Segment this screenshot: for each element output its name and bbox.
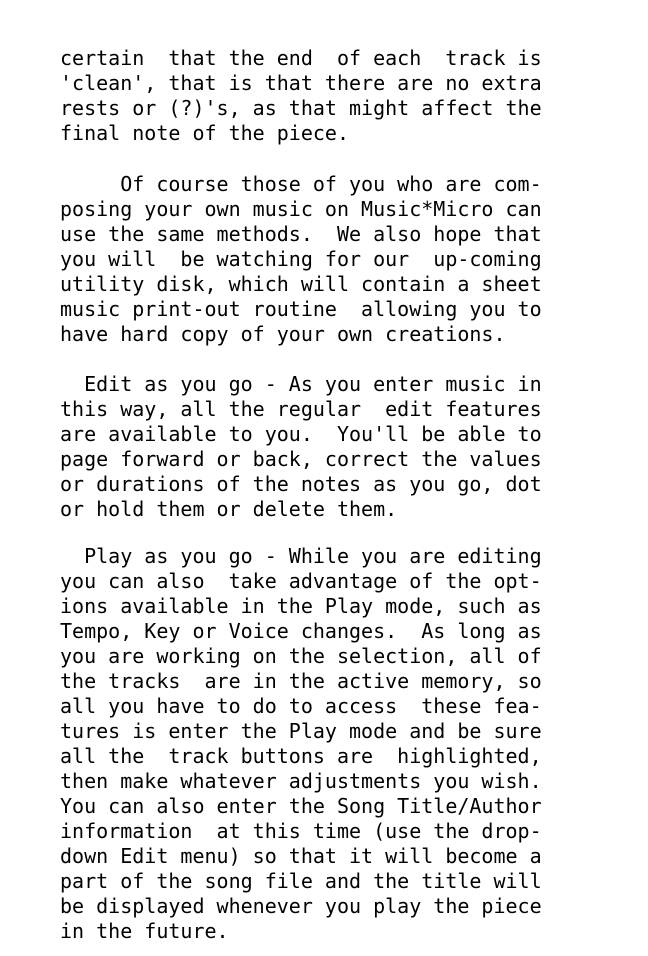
text-line: utility disk, which will contain a sheet	[60, 272, 542, 296]
text-line: in the future.	[60, 919, 229, 943]
text-line: all the track buttons are highlighted,	[60, 744, 542, 768]
text-line: Of course those of you who are com-	[60, 172, 542, 196]
text-line: this way, all the regular edit features	[60, 397, 542, 421]
text-line: use the same methods. We also hope that	[60, 222, 542, 246]
text-line: Play as you go - While you are editing	[60, 544, 542, 568]
text-line: you can also take advantage of the opt-	[60, 569, 542, 593]
text-line: part of the song file and the title will	[60, 869, 542, 893]
text-line: ions available in the Play mode, such as	[60, 594, 542, 618]
text-line: or durations of the notes as you go, dot	[60, 472, 542, 496]
text-line: have hard copy of your own creations.	[60, 322, 506, 346]
text-line: be displayed whenever you play the piece	[60, 894, 542, 918]
text-line: you are working on the selection, all of	[60, 644, 542, 668]
text-line: Tempo, Key or Voice changes. As long as	[60, 619, 542, 643]
text-line: down Edit menu) so that it will become a	[60, 844, 542, 868]
text-line: rests or (?)'s, as that might affect the	[60, 96, 542, 120]
text-line: posing your own music on Music*Micro can	[60, 197, 542, 221]
text-line: music print-out routine allowing you to	[60, 297, 542, 321]
text-line: page forward or back, correct the values	[60, 447, 542, 471]
text-line: information at this time (use the drop-	[60, 819, 542, 843]
text-line: are available to you. You'll be able to	[60, 422, 542, 446]
text-line: then make whatever adjustments you wish.	[60, 769, 542, 793]
text-line: 'clean', that is that there are no extra	[60, 71, 542, 95]
text-line: You can also enter the Song Title/Author	[60, 794, 542, 818]
text-line: certain that the end of each track is	[60, 46, 542, 70]
text-line: tures is enter the Play mode and be sure	[60, 719, 542, 743]
text-line: you will be watching for our up-coming	[60, 247, 542, 271]
text-line: the tracks are in the active memory, so	[60, 669, 542, 693]
text-line: or hold them or delete them.	[60, 497, 398, 521]
text-line: final note of the piece.	[60, 121, 349, 145]
text-line: all you have to do to access these fea-	[60, 694, 542, 718]
text-line: Edit as you go - As you enter music in	[60, 372, 542, 396]
